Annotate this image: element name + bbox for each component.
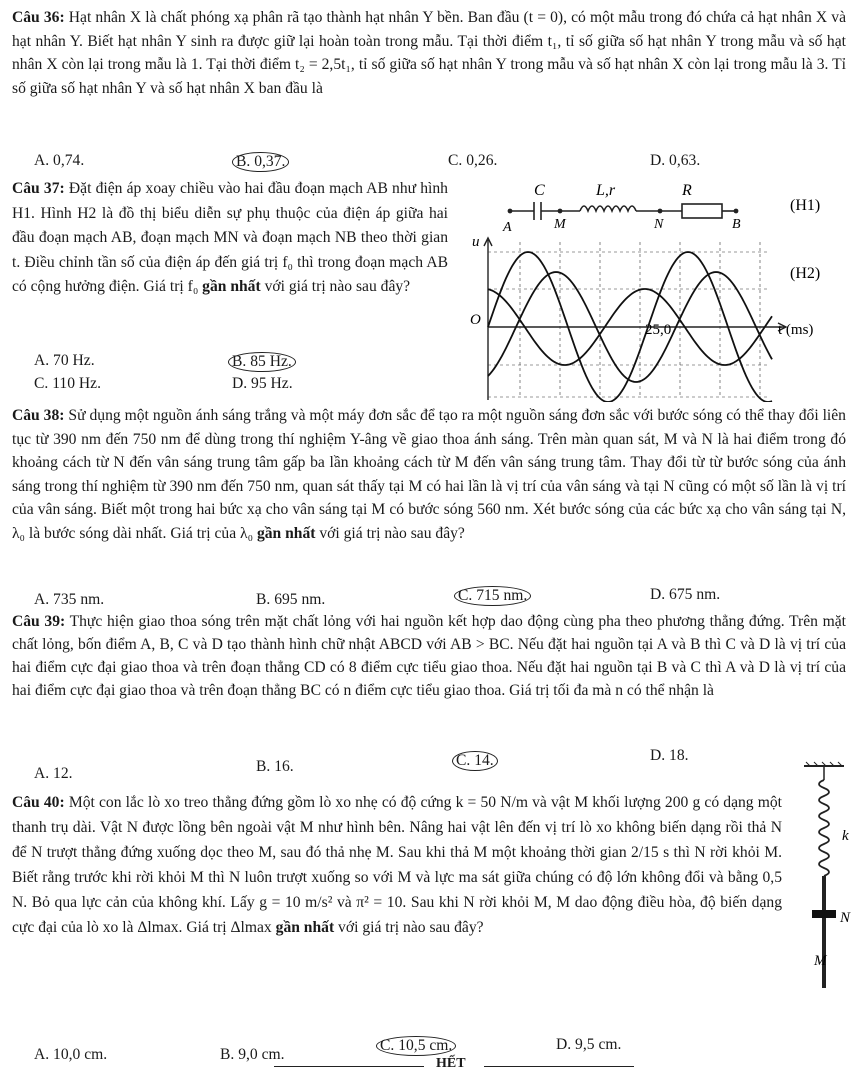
q37-option-b[interactable] (232, 352, 296, 372)
q38-option-d[interactable]: D. 675 nm. (650, 586, 721, 603)
question-38-emphasis: gần nhất (256, 524, 316, 542)
question-36-number: Câu 36: (12, 9, 65, 26)
point-m-label: M (554, 217, 566, 232)
inductor-label: L,r (596, 182, 616, 199)
figure-h2-label: (H2) (790, 265, 821, 282)
mass-n-label: N (840, 910, 851, 926)
graph-u-axis-label: u (472, 234, 480, 250)
point-b-label: B (732, 217, 741, 232)
spring-k-label: k (842, 828, 849, 844)
mass-m-label: M (814, 953, 827, 969)
figure-h1-label: (H1) (790, 197, 821, 214)
question-38-tail: với giá trị nào sau đây? (319, 524, 465, 542)
resistor-label: R (682, 182, 692, 199)
q36-option-a[interactable]: A. 0,74. (34, 152, 85, 169)
q40-option-c[interactable] (380, 1036, 456, 1056)
graph-tick-label: 25,0 (645, 322, 672, 338)
q37-option-c[interactable]: C. 110 Hz. (34, 375, 101, 392)
question-39 (12, 610, 846, 702)
point-a-label: A (503, 220, 512, 235)
circuit-diagram-h1 (500, 178, 850, 238)
end-divider-right (484, 1066, 634, 1067)
q36-option-d[interactable]: D. 0,63. (650, 152, 701, 169)
q38-option-c[interactable] (458, 586, 531, 606)
graph-t-axis-label: t (ms) (778, 322, 814, 338)
question-37-tail: với giá trị nào sau đây? (264, 278, 411, 295)
question-37 (12, 177, 448, 300)
q37-option-b-text: B. 85 Hz. (228, 352, 296, 372)
question-36-text: Hạt nhân X là chất phóng xạ phân rã tạo thành hạt nhân Y bền. Ban đầu (t = 0), có một mẫu trong đó chứa cả hạt nhân X và hạt nhân Y. Biết hạt nhân Y sinh ra được giữ lại hoàn toàn trong mẫu. Tại thời điểm t₁, tỉ số giữa số hạt nhân Y trong mẫu và số hạt nhân X còn lại trong mẫu là 1. Tại thời điểm t₂ = 2,5t₁, tỉ số giữa số hạt nhân Y trong mẫu và số hạt nhân X còn lại trong mẫu là 3. Tỉ số giữa số hạt nhân Y và số hạt nhân X ban đầu là (12, 9, 846, 97)
q40-option-a[interactable]: A. 10,0 cm. (34, 1046, 108, 1063)
q40-option-c-text: C. 10,5 cm. (376, 1036, 456, 1056)
capacitor-label: C (534, 182, 545, 199)
q36-option-b-text: B. 0,37. (232, 152, 289, 172)
mass-n-block (812, 910, 836, 918)
question-40-text: Một con lắc lò xo treo thẳng đứng gồm lò xo nhẹ có độ cứng k = 50 N/m và vật M khối lượng 200 g có dạng một thanh trụ dài. Vật N được lồng bên ngoài vật M như hình bên. Nâng hai vật lên đến vị trí lò xo không biến dạng rồi thả N để N trượt thẳng đứng xuống dọc theo M, sau đó thả nhẹ M. Sau khi thả M một khoảng thời gian 2/15 s thì N rời khỏi M. Biết rằng trước khi rời khỏi M thì N luôn trượt xuống so với M và lực ma sát giữa chúng có độ lớn không đổi và bằng 0,5 N. Bỏ qua lực cản của không khí. Lấy g = 10 m/s² và π² = 10. Sau khi N rời khỏi M, M dao động điều hòa, độ biến dạng cực đại của lò xo là Δlmax. Giá trị Δlmax (12, 794, 783, 936)
graph-origin-label: O (470, 312, 481, 328)
question-39-number: Câu 39: (12, 613, 66, 630)
end-marker: HẾT (436, 1056, 466, 1071)
q37-option-a[interactable]: A. 70 Hz. (34, 352, 95, 369)
point-n-label: N (654, 217, 664, 232)
question-37-text: Đặt điện áp xoay chiều vào hai đầu đoạn mạch AB như hình H1. Hình H2 là đồ thị biểu diễn sự phụ thuộc của điện áp giữa hai đầu đoạn mạch AB, đoạn mạch MN và đoạn mạch NB theo thời gian t. Điều chỉnh tần số của điện áp đến giá trị f₀ thì trong đoạn mạch AB có cộng hưởng điện. Giá trị f₀ (12, 180, 448, 295)
q36-option-b[interactable] (236, 152, 289, 172)
question-38 (12, 404, 846, 545)
question-40-tail: với giá trị nào sau đây? (338, 919, 484, 936)
q39-option-c[interactable] (456, 751, 498, 771)
q39-option-a[interactable]: A. 12. (34, 765, 73, 782)
question-40 (12, 790, 782, 940)
question-39-text: Thực hiện giao thoa sóng trên mặt chất lỏng với hai nguồn kết hợp dao động cùng pha theo phương thẳng đứng. Trên mặt chất lỏng, bốn điểm A, B, C và D tạo thành hình chữ nhật ABCD với AB > BC. Nếu đặt hai nguồn tại A và B thì C và D là vị trí của hai điểm cực đại giao thoa và trên đoạn thẳng CD có 8 điểm cực tiểu giao thoa. Nếu đặt hai nguồn tại B và C thì A và D là vị trí của hai điểm cực đại giao thoa và trên đoạn thẳng BC có n điểm cực tiểu giao thoa. Giá trị tối đa mà n có thể nhận là (12, 613, 846, 699)
q40-option-d[interactable]: D. 9,5 cm. (556, 1036, 622, 1053)
question-38-text: Sử dụng một nguồn ánh sáng trắng và một máy đơn sắc để tạo ra một nguồn sáng đơn sắc với bước sóng có thể thay đổi liên tục từ 390 nm đến 750 nm để dùng trong thí nghiệm Y-âng về giao thoa ánh sáng. Trên màn quan sát, M và N là hai điểm trong đó khoảng cách từ N đến vân sáng trung tâm gấp ba lần khoảng cách từ M đến vân sáng trung tâm. Thay đổi từ từ bước sóng của ánh sáng trong thí nghiệm từ 390 nm đến 750 nm, quan sát thấy tại M có hai lần là vị trí của vân sáng và tại N cũng có một số lần là vị trí của vân sáng. Biết một trong hai bức xạ cho vân sáng tại M có bước sóng 560 nm. Xét bước sóng của các bức xạ cho vân sáng tại N, λ₀ là bước sóng dài nhất. Giá trị của λ₀ (12, 407, 846, 542)
q38-option-b[interactable]: B. 695 nm. (256, 591, 326, 608)
graph-grid (488, 242, 770, 397)
q39-option-b[interactable]: B. 16. (256, 758, 294, 775)
q39-option-c-text: C. 14. (452, 751, 498, 771)
q38-option-a[interactable]: A. 735 nm. (34, 591, 105, 608)
graph-h2 (460, 232, 850, 402)
q36-option-c[interactable]: C. 0,26. (448, 152, 498, 169)
spring-mass-figure (798, 760, 856, 990)
q40-option-b[interactable]: B. 9,0 cm. (220, 1046, 285, 1063)
question-38-number: Câu 38: (12, 407, 65, 424)
question-40-emphasis: gần nhất (275, 919, 335, 936)
q38-option-c-text: C. 715 nm. (454, 586, 531, 606)
q39-option-d[interactable]: D. 18. (650, 747, 689, 764)
q37-option-d[interactable]: D. 95 Hz. (232, 375, 293, 392)
question-37-number: Câu 37: (12, 180, 65, 197)
end-divider-left (274, 1066, 424, 1067)
question-36 (12, 6, 846, 100)
question-37-emphasis: gần nhất (202, 278, 261, 295)
question-40-number: Câu 40: (12, 794, 65, 811)
